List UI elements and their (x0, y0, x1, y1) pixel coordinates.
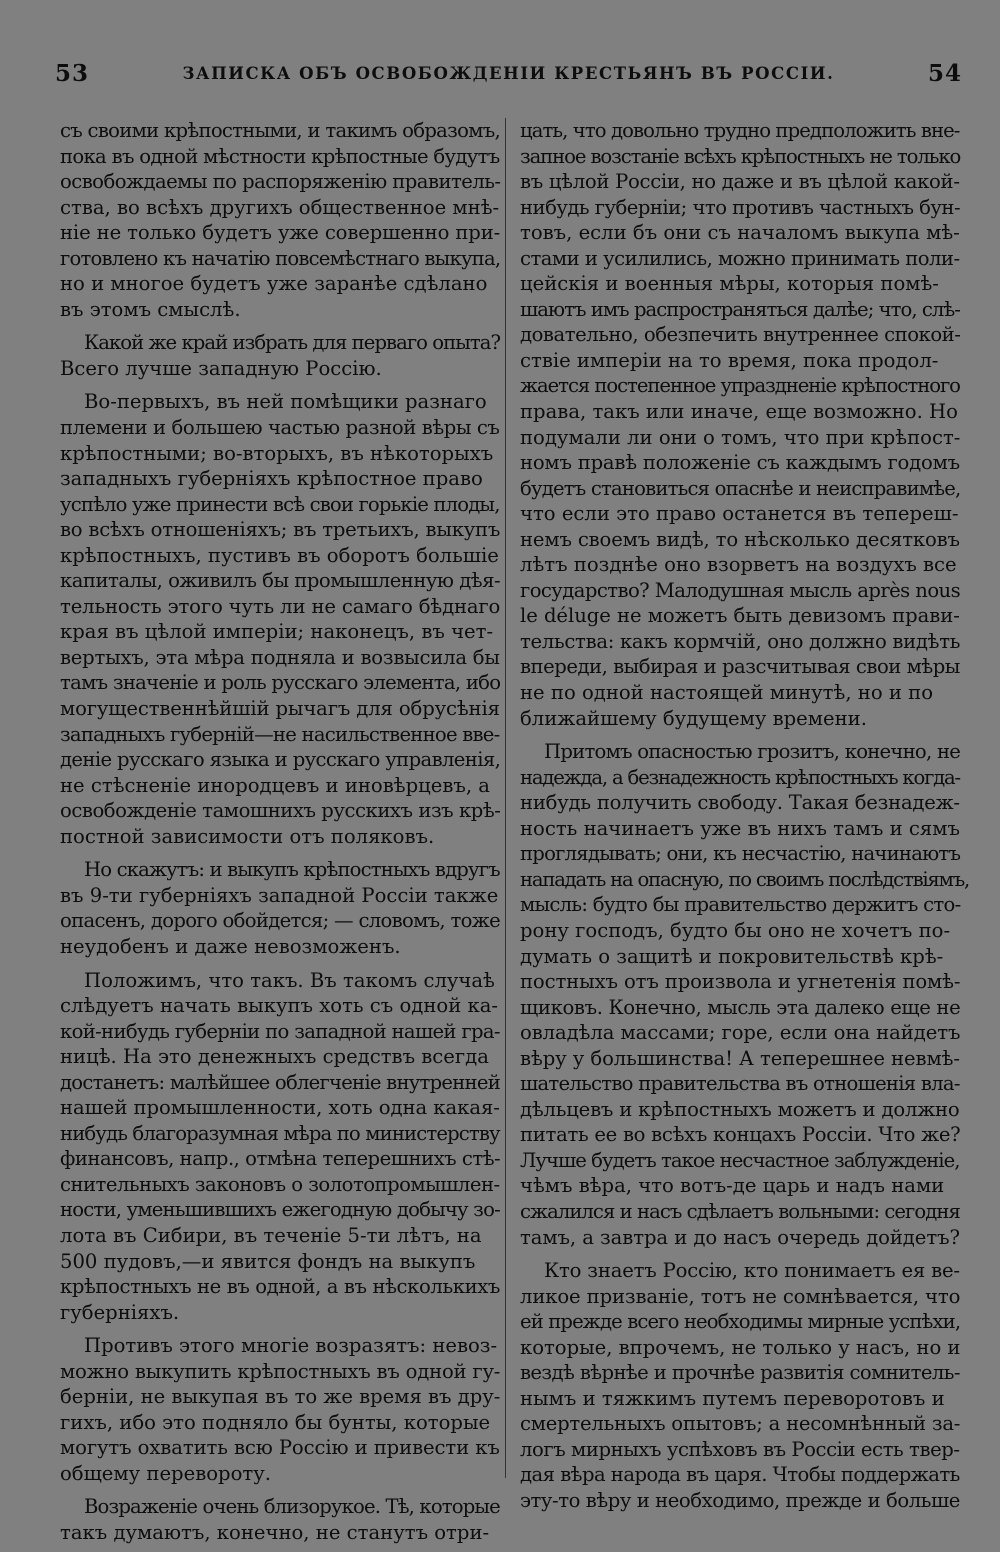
text-line: съ своими крѣпостными, и такимъ образомъ, (60, 119, 501, 142)
text-line: въ цѣлой Россіи, но даже и въ цѣлой какой- (520, 170, 960, 194)
text-line: дая вѣра народа въ царя. Чтобы поддержать (520, 1463, 960, 1487)
text-line: нымъ и тяжкимъ путемъ переворотовъ и (520, 1386, 945, 1410)
text-line: лота въ Сибири, въ теченіе 5-ти лѣтъ, на (60, 1223, 482, 1247)
text-line: могутъ охватить всю Россію и привести къ (60, 1436, 500, 1460)
text-line: довательно, обезпечить внутреннее спокой- (520, 323, 961, 347)
text-line: шательство правительства въ отношенія вла- (520, 1072, 960, 1096)
text-line: 500 пудовъ,—и явится фондъ на выкупъ (60, 1249, 476, 1273)
text-line: губерніяхъ. (60, 1300, 180, 1324)
page-number-left: 53 (55, 60, 90, 87)
text-line: проглядывать; они, къ несчастію, начинаютъ (520, 842, 961, 866)
text-line: освобожденіе тамошнихъ русскихъ изъ крѣ- (60, 799, 501, 823)
text-line: кой-нибудь губерніи по западной нашей гра- (60, 1019, 500, 1043)
text-line: въ 9-ти губерніяхъ западной Россіи также (60, 883, 499, 907)
text-line: западныхъ губерніяхъ крѣпостное право (60, 467, 483, 491)
text-line: логъ мирныхъ успѣховъ въ Россіи есть твер- (520, 1437, 960, 1461)
text-line: племени и большею частью разной вѣры съ (60, 416, 500, 440)
text-line: думать о защитѣ и покровительствѣ крѣ- (520, 944, 944, 968)
left-column (60, 118, 500, 1546)
text-line: будетъ становиться опаснѣе и неисправимѣе, (520, 476, 961, 500)
text-line: могущественнѣйшій рычагъ для обрусѣнія (60, 697, 500, 721)
text-line: опасенъ, дорого обойдется; — словомъ, тоже (60, 909, 500, 933)
text-line: освобождаемы по распоряженію правитель- (60, 170, 501, 194)
text-line: эту-то вѣру и необходимо, прежде и больше (520, 1488, 960, 1512)
text-line: жается постепенное упраздненіе крѣпостного (520, 374, 960, 398)
text-line: нибудь получить свободу. Такая безнадеж- (520, 791, 960, 815)
text-line: края въ цѣлой имперіи; наконецъ, въ чет- (60, 620, 494, 644)
text-line: цейскія и военныя мѣры, которыя помѣ- (520, 272, 939, 296)
text-line: государство? Малодушная мысль après nous (520, 578, 961, 602)
text-line: постной зависимости отъ поляковъ. (60, 824, 435, 848)
text-line: нашей промышленности, хоть одна какая- (60, 1096, 500, 1120)
running-title: ЗАПИСКА ОБЪ ОСВОБОЖДЕНІИ КРЕСТЬЯНЪ ВЪ РОССІИ. (182, 64, 835, 83)
text-line: лѣтъ позднѣе оно взорветъ на воздухъ все (520, 553, 957, 577)
text-line: надежда, а безнадежность крѣпостныхъ когда- (520, 765, 960, 789)
text-line: ность начинаетъ уже въ нихъ тамъ и сямъ (520, 816, 960, 840)
text-line: неудобенъ и даже невозможенъ. (60, 934, 401, 958)
text-line: тельность этого чуть ли не самаго бѣднаго (60, 594, 501, 618)
text-line: чѣмъ вѣра, что вотъ-де царь и надъ нами (520, 1174, 945, 1198)
text-line: финансовъ, напр., отмѣна теперешнихъ стѣ- (60, 1147, 501, 1171)
text-line: гихъ, ибо это подняло бы бунты, которые (60, 1410, 491, 1434)
text-line: крѣпостныхъ, пустивъ въ оборотъ большіе (60, 543, 499, 567)
text-line: вертыхъ, эта мѣра подняла и возвысила бы (60, 645, 500, 669)
text-line: мысль: будто бы правительство держитъ сто- (520, 893, 961, 917)
column-divider (505, 118, 506, 1478)
text-line: во всѣхъ отношеніяхъ; въ третьихъ, выкупъ (60, 518, 501, 542)
text-line: стами и усилились, можно принимать поли- (520, 246, 960, 270)
text-line: Всего лучше западную Россію. (60, 356, 382, 380)
text-line: можно выкупить крѣпостныхъ въ одной гу- (60, 1359, 501, 1383)
text-line: нибудь благоразумная мѣра по министерству (60, 1121, 500, 1145)
text-line: въ этомъ смыслѣ. (60, 297, 241, 321)
text-line: рону господъ, будто бы оно не хочетъ по- (520, 918, 951, 942)
text-line: цать, что довольно трудно предположить вне- (520, 119, 960, 142)
text-line: питать ее во всѣхъ концахъ Россіи. Что же? (520, 1123, 961, 1147)
text-line: нападать на опасную, по своимъ послѣдствіямъ, (520, 867, 969, 891)
text-line: шаютъ имъ распространяться далѣе; что, слѣ- (520, 297, 960, 321)
text-line: смертельныхъ опытовъ; а несомнѣнный за- (520, 1412, 961, 1436)
text-line: нибудь губерніи; что противъ частныхъ бун- (520, 195, 961, 219)
text-line: тамъ, а завтра и до насъ очередь дойдетъ? (520, 1225, 960, 1249)
text-line: слѣдуетъ начать выкупъ хоть съ одной ка- (60, 994, 499, 1018)
text-line: Возраженіе очень близорукое. Тѣ, которые (84, 1495, 500, 1519)
text-line: le déluge не можетъ быть девизомъ прави- (520, 604, 960, 628)
text-line: права, такъ или иначе, еще возможно. Но (520, 400, 958, 424)
text-line: такъ думаютъ, конечно, не станутъ отри- (60, 1520, 490, 1544)
text-line: ства, во всѣхъ другихъ общественное мнѣ- (60, 195, 500, 219)
text-line: крѣпостными; во-вторыхъ, въ нѣкоторыхъ (60, 441, 494, 465)
text-line: что если это право останется въ теперeш- (520, 502, 959, 526)
text-line: готовлено къ начатію повсемѣстнаго выкупа, (60, 246, 501, 270)
text-line: берніи, не выкупая въ то же время въ дру- (60, 1385, 501, 1409)
text-line: Кто знаетъ Россію, кто понимаетъ ея ве- (544, 1259, 960, 1283)
text-line: достанетъ: малѣйшее облегченіе внутренней (60, 1070, 500, 1094)
text-line: ницѣ. На это денежныхъ средствъ всегда (60, 1045, 489, 1069)
text-line: товъ, если бъ они съ началомъ выкупа мѣ- (520, 221, 960, 245)
text-line: сжалился и насъ сдѣлаетъ вольными: сегодня (520, 1199, 960, 1223)
text-line: ствіе имперіи на то время, пока продол- (520, 348, 939, 372)
text-line: овладѣла массами; горе, если она найдетъ (520, 1021, 961, 1045)
text-line: Притомъ опасностью грозитъ, конечно, не (544, 740, 961, 764)
text-line: постныхъ отъ произвола и угнетенія помѣ- (520, 970, 961, 994)
text-line: снительныхъ законовъ о золотопромышлен- (60, 1172, 500, 1196)
text-line: общему перевороту. (60, 1461, 271, 1485)
text-line: немъ своемъ видѣ, то нѣсколько десятковъ (520, 527, 960, 551)
text-line: Но скажутъ: и выкупъ крѣпостныхъ вдругъ (84, 858, 500, 882)
text-line: ей прежде всего необходимы мирные успѣхи, (520, 1310, 961, 1334)
page-number-right: 54 (927, 60, 962, 87)
text-line: тельства: какъ кормчій, оно должно видѣть (520, 629, 961, 653)
text-line: запное возстаніе всѣхъ крѣпостныхъ не только (520, 144, 961, 168)
text-line: не по одной настоящей минутѣ, но и по (520, 681, 934, 705)
text-line: вездѣ вѣрнѣе и прочнѣе развитія сомнитель- (520, 1361, 960, 1385)
text-line: номъ правѣ положеніе съ каждымъ годомъ (520, 451, 960, 475)
text-line: дѣльцевъ и крѣпостныхъ можетъ и должно (520, 1097, 960, 1121)
text-line: ближайшему будущему времени. (520, 706, 867, 730)
text-line: западныхъ губерній—не насильственное вве- (60, 722, 500, 746)
text-line: ніе не только будетъ уже совершенно при- (60, 221, 501, 245)
text-line: которые, впрочемъ, не только у насъ, но и (520, 1335, 961, 1359)
text-line: Какой же край избрать для перваго опыта? (84, 331, 501, 355)
text-line: крѣпостныхъ не въ одной, а въ нѣсколькихъ (60, 1275, 500, 1299)
text-line: вѣру у большинства! А теперешнее невмѣ- (520, 1046, 960, 1070)
running-header (55, 60, 962, 96)
text-line: подумали ли они о томъ, что при крѣпост- (520, 425, 961, 449)
text-line: деніе русскаго языка и русскаго управленія, (60, 748, 501, 772)
text-line: ликое призваніе, тотъ не сомнѣвается, что (520, 1284, 961, 1308)
text-line: ности, уменьшившихъ ежегодную добычу зо- (60, 1198, 500, 1222)
text-line: впереди, выбирая и разсчитывая свои мѣры (520, 655, 960, 679)
text-line: Лучше будетъ такое несчастное заблужденіе, (520, 1148, 960, 1172)
text-line: но и многое будетъ уже заранѣе сдѣлано (60, 272, 488, 296)
text-line: тамъ значеніе и роль русскаго элемента, ибо (60, 671, 501, 695)
text-line: Противъ этого многіе возразятъ: невоз- (84, 1334, 498, 1358)
text-line: пока въ одной мѣстности крѣпостные будутъ (60, 144, 500, 168)
text-line: капиталы, оживилъ бы промышленную дѣя- (60, 569, 501, 593)
text-line: Во-первыхъ, въ ней помѣщики разнаго (84, 390, 487, 414)
text-line: успѣло уже принести всѣ свои горькіе плоды, (60, 492, 500, 516)
text-line: не стѣсненіе инородцевъ и иновѣрцевъ, а (60, 773, 490, 797)
text-line: щиковъ. Конечно, мысль эта далеко еще не (520, 995, 961, 1019)
right-column (520, 118, 969, 1514)
text-line: Положимъ, что такъ. Въ такомъ случаѣ (84, 968, 495, 992)
